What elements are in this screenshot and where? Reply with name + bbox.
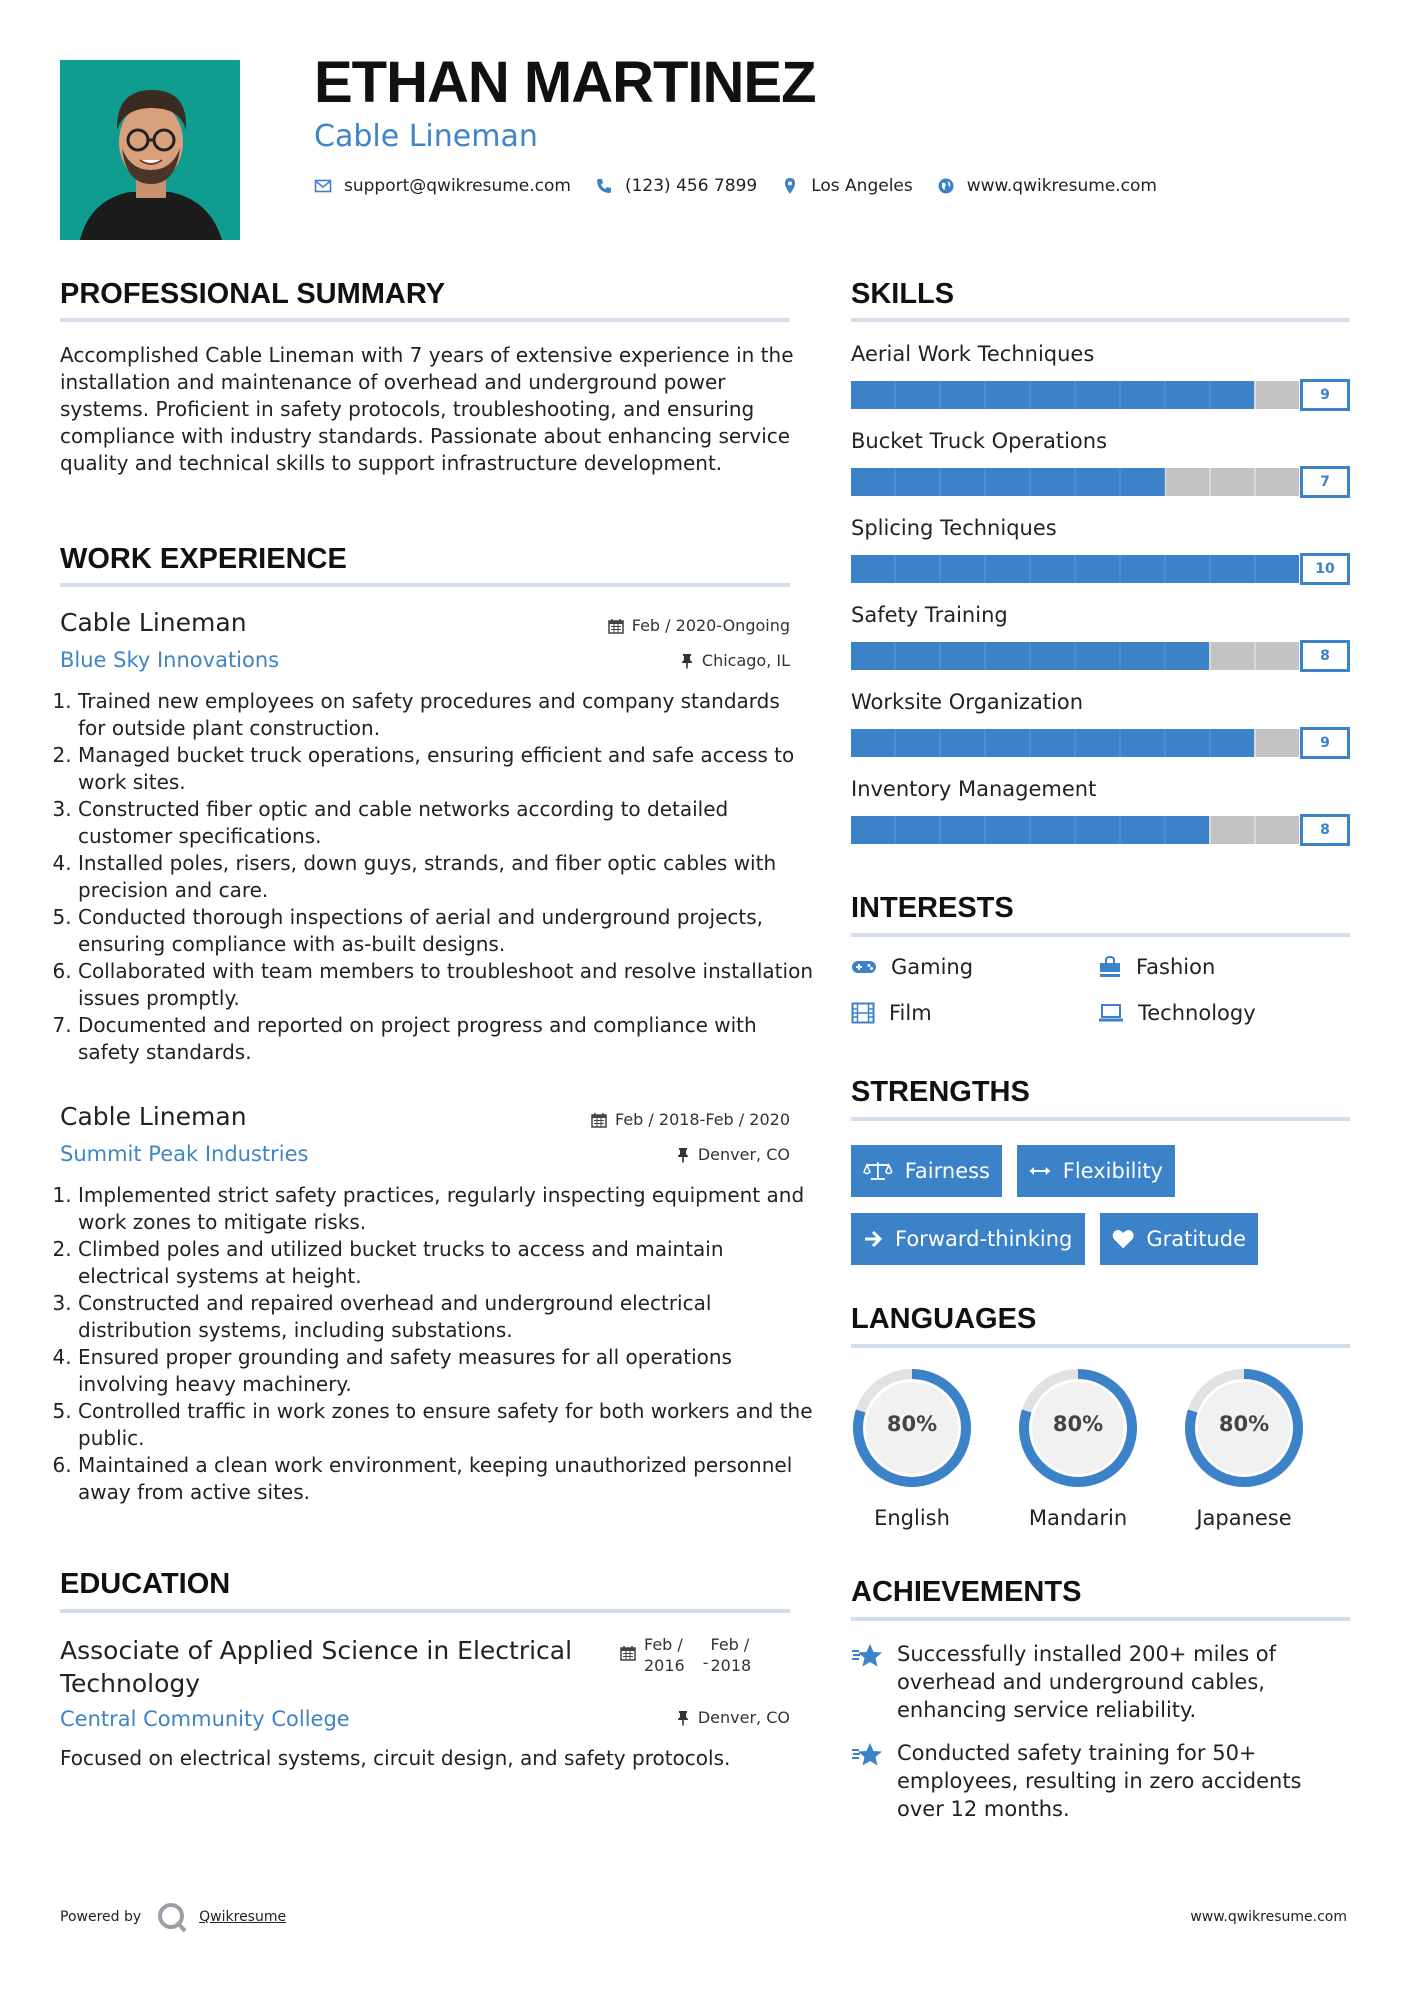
job-dates xyxy=(591,1112,790,1128)
contact-location: Los Angeles xyxy=(811,176,913,196)
skill-label: Safety Training xyxy=(851,603,1008,627)
skill-score: 9 xyxy=(1300,379,1350,411)
list-item: 4. Ensured proper grounding and safety measures for all operations involving heavy machinery. xyxy=(78,1344,813,1398)
skill-score: 8 xyxy=(1300,814,1350,846)
skill-label: Aerial Work Techniques xyxy=(851,342,1095,366)
achievement-item xyxy=(851,1640,1351,1724)
calendar-icon xyxy=(608,618,624,634)
skill-bar xyxy=(851,640,1350,670)
star-badge-icon xyxy=(851,1642,883,1670)
calendar-icon xyxy=(591,1112,607,1128)
job-location xyxy=(676,1147,790,1163)
strength-label: Forward-thinking xyxy=(895,1227,1073,1251)
experience-divider xyxy=(60,583,790,587)
skill-label: Splicing Techniques xyxy=(851,516,1057,540)
languages-heading: LANGUAGES xyxy=(851,1303,1037,1335)
education-start-year: 2016 xyxy=(644,1656,685,1675)
skill-bar-fill xyxy=(851,729,1254,757)
list-item: 1. Trained new employees on safety procedures and company standards for outside plant construction. xyxy=(78,688,813,742)
education-start-month: Feb / xyxy=(644,1635,683,1654)
achievement-item xyxy=(851,1739,1351,1823)
envelope-icon xyxy=(314,177,332,195)
education-location xyxy=(676,1710,790,1726)
phone-icon xyxy=(595,177,613,195)
list-item: 3. Constructed fiber optic and cable networks according to detailed customer specifications. xyxy=(78,796,813,850)
gamepad-icon xyxy=(851,958,877,976)
pushpin-icon xyxy=(676,1147,690,1163)
skill-bar-fill xyxy=(851,816,1209,844)
education-divider xyxy=(60,1609,790,1613)
balance-scale-icon xyxy=(863,1160,893,1182)
strength-badge xyxy=(1017,1145,1175,1197)
star-badge-icon xyxy=(851,1741,883,1769)
job-location xyxy=(680,653,790,669)
globe-icon xyxy=(937,177,955,195)
education-end-month: Feb / xyxy=(710,1635,750,1654)
skill-label: Inventory Management xyxy=(851,777,1097,801)
job-bullets xyxy=(60,1182,813,1506)
skill-score: 8 xyxy=(1300,640,1350,672)
footer-brand-link[interactable]: Qwikresume xyxy=(199,1909,287,1925)
list-item: 5. Conducted thorough inspections of aerial and underground projects, ensuring compliance with as-built designs. xyxy=(78,904,813,958)
interest-label: Technology xyxy=(1138,1001,1256,1025)
experience-heading: WORK EXPERIENCE xyxy=(60,543,347,575)
laptop-icon xyxy=(1098,1003,1124,1023)
contact-email[interactable]: support@qwikresume.com xyxy=(344,176,571,196)
language-percent: 80% xyxy=(886,1412,938,1436)
list-item: 1. Implemented strict safety practices, regularly inspecting equipment and work zones to mitigate risks. xyxy=(78,1182,813,1236)
education-dates xyxy=(620,1634,751,1676)
achievements-heading: ACHIEVEMENTS xyxy=(851,1576,1082,1608)
skill-bar xyxy=(851,379,1350,409)
interest-label: Fashion xyxy=(1136,955,1216,979)
skills-divider xyxy=(851,318,1350,322)
contact-website[interactable]: www.qwikresume.com xyxy=(966,176,1157,196)
skill-bar-fill xyxy=(851,642,1209,670)
language-item xyxy=(850,1366,974,1530)
achievements-divider xyxy=(851,1617,1350,1621)
list-item: 2. Climbed poles and utilized bucket trucks to access and maintain electrical systems at height. xyxy=(78,1236,813,1290)
summary-heading: PROFESSIONAL SUMMARY xyxy=(60,278,446,310)
school-name: Central Community College xyxy=(60,1707,350,1731)
strength-label: Fairness xyxy=(904,1159,990,1183)
powered-by-label: Powered by xyxy=(60,1909,142,1925)
interests-heading: INTERESTS xyxy=(851,892,1014,924)
summary-divider xyxy=(60,318,790,322)
interest-item xyxy=(851,1001,932,1025)
list-item: 4. Installed poles, risers, down guys, strands, and fiber optic cables with precision and care. xyxy=(78,850,813,904)
degree-title: Associate of Applied Science in Electrical Technology xyxy=(60,1636,573,1698)
education-heading: EDUCATION xyxy=(60,1568,231,1600)
skill-label: Bucket Truck Operations xyxy=(851,429,1108,453)
job-company: Summit Peak Industries xyxy=(60,1142,309,1166)
job-dates xyxy=(608,618,790,634)
pushpin-icon xyxy=(676,1710,690,1726)
film-icon xyxy=(851,1002,875,1024)
pushpin-icon xyxy=(680,653,694,669)
skill-bar xyxy=(851,727,1350,757)
list-item: 5. Controlled traffic in work zones to ensure safety for both workers and the public. xyxy=(78,1398,813,1452)
job-bullets xyxy=(60,688,813,1066)
interest-label: Film xyxy=(889,1001,932,1025)
skill-bar-fill xyxy=(851,468,1165,496)
skill-score: 9 xyxy=(1300,727,1350,759)
interest-item xyxy=(1098,955,1215,979)
date-separator: - xyxy=(702,1653,709,1672)
achievement-text: Conducted safety training for 50+ employees, resulting in zero accidents over 12 months. xyxy=(897,1741,1302,1821)
language-name: Japanese xyxy=(1196,1506,1292,1530)
education-end xyxy=(711,1634,752,1676)
skill-bar-fill xyxy=(851,381,1254,409)
interest-item xyxy=(851,955,973,979)
languages-divider xyxy=(851,1344,1350,1348)
job-location-text: Denver, CO xyxy=(697,1145,790,1164)
profile-photo xyxy=(60,60,240,240)
summary-text: Accomplished Cable Lineman with 7 years of extensive experience in the installation and maintenance of overhead and underground power systems. Proficient in safety protocols, troubleshooting, and ensuring compliance with industry standards. Passionate about enhancing service quality and technical skills to support infrastructure development. xyxy=(60,343,794,475)
strengths-divider xyxy=(851,1117,1350,1121)
list-item: 2. Managed bucket truck operations, ensuring efficient and safe access to work sites. xyxy=(78,742,813,796)
interest-label: Gaming xyxy=(891,955,974,979)
education-location-text: Denver, CO xyxy=(697,1708,790,1727)
language-item xyxy=(1016,1366,1140,1530)
education-end-year: 2018 xyxy=(710,1656,752,1675)
map-pin-icon xyxy=(781,177,799,195)
job-dates-text: Feb / 2020-Ongoing xyxy=(631,616,790,635)
footer-powered-by xyxy=(60,1900,286,1934)
language-item xyxy=(1182,1366,1306,1530)
arrows-horizontal-icon xyxy=(1029,1164,1051,1178)
shopping-bag-icon xyxy=(1098,956,1122,978)
education-start xyxy=(644,1634,685,1676)
strength-badge xyxy=(851,1213,1085,1265)
heart-icon xyxy=(1112,1228,1134,1250)
job-company: Blue Sky Innovations xyxy=(60,648,280,672)
list-item: 6. Maintained a clean work environment, keeping unauthorized personnel away from active sites. xyxy=(78,1452,813,1506)
candidate-name: ETHAN MARTINEZ xyxy=(314,50,816,115)
skill-bar xyxy=(851,553,1350,583)
strength-label: Flexibility xyxy=(1062,1159,1163,1183)
skill-bar xyxy=(851,814,1350,844)
interest-item xyxy=(1098,1001,1256,1025)
skills-heading: SKILLS xyxy=(851,278,955,310)
skill-label: Worksite Organization xyxy=(851,690,1084,714)
education-description: Focused on electrical systems, circuit design, and safety protocols. xyxy=(60,1746,731,1770)
arrow-right-icon xyxy=(863,1229,883,1249)
list-item: 7. Documented and reported on project progress and compliance with safety standards. xyxy=(78,1012,813,1066)
language-name: English xyxy=(874,1506,950,1530)
interests-divider xyxy=(851,933,1350,937)
skill-score: 10 xyxy=(1300,553,1350,585)
language-percent: 80% xyxy=(1218,1412,1270,1436)
candidate-role: Cable Lineman xyxy=(314,119,538,154)
calendar-icon xyxy=(620,1645,636,1661)
qwikresume-logo-icon xyxy=(155,1900,189,1934)
job-dates-text: Feb / 2018-Feb / 2020 xyxy=(615,1110,790,1129)
language-percent: 80% xyxy=(1052,1412,1104,1436)
strengths-heading: STRENGTHS xyxy=(851,1076,1030,1108)
job-title: Cable Lineman xyxy=(60,608,247,637)
footer-website[interactable]: www.qwikresume.com xyxy=(1190,1909,1347,1925)
job-title: Cable Lineman xyxy=(60,1102,247,1131)
strength-label: Gratitude xyxy=(1146,1227,1246,1251)
skill-bar xyxy=(851,466,1350,496)
list-item: 6. Collaborated with team members to troubleshoot and resolve installation issues promptly. xyxy=(78,958,813,1012)
contact-phone[interactable]: (123) 456 7899 xyxy=(624,176,758,196)
skill-bar-fill xyxy=(851,555,1299,583)
language-name: Mandarin xyxy=(1028,1506,1128,1530)
job-location-text: Chicago, IL xyxy=(701,651,790,670)
skill-score: 7 xyxy=(1300,466,1350,498)
achievement-text: Successfully installed 200+ miles of overhead and underground cables, enhancing service reliability. xyxy=(897,1642,1277,1722)
strength-badge xyxy=(851,1145,1002,1197)
contact-bar xyxy=(314,176,1181,196)
list-item: 3. Constructed and repaired overhead and underground electrical distribution systems, including substations. xyxy=(78,1290,813,1344)
strength-badge xyxy=(1100,1213,1258,1265)
